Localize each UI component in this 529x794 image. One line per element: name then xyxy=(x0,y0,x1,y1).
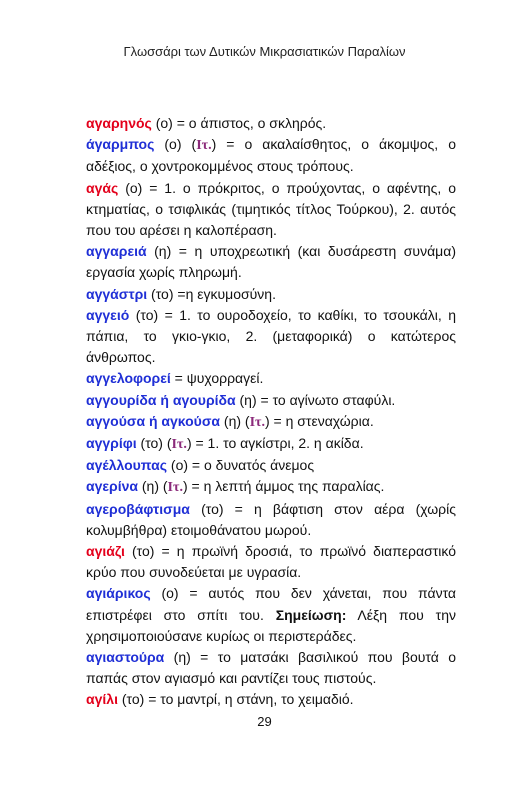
headword: αγγουρίδα ή αγουρίδα xyxy=(86,391,236,408)
definition-text: Λέξη που την χρησιμοποιούσανε κυρίως οι περιστεράδες. xyxy=(86,606,456,644)
headword: αγιαστούρα xyxy=(86,649,165,666)
origin-tag: Ιτ. xyxy=(249,414,265,430)
glossary-entry xyxy=(86,241,456,283)
glossary-entry xyxy=(86,583,456,647)
origin-tag: Ιτ. xyxy=(171,437,187,453)
glossary-entry xyxy=(86,476,456,498)
glossary-content xyxy=(86,113,456,711)
headword: αγγρίφι xyxy=(86,435,137,452)
definition-text: (ο) = 1. ο πρόκριτος, ο προύχοντας, ο αφέντης, ο κτηματίας, ο τσιφλικάς (τιμητικός τίτλος Τούρκου), 2. αυτός που του αρέσει η καλοπέραση. xyxy=(86,179,456,239)
headword: αγιάρικος xyxy=(86,585,151,602)
headword: αγγούσα ή αγκούσα xyxy=(86,412,221,429)
glossary-entry xyxy=(86,647,456,689)
headword: άγαρμπος xyxy=(86,136,155,153)
glossary-entry xyxy=(86,390,456,411)
definition-text: ) = 1. το αγκίστρι, 2. η ακίδα. xyxy=(186,435,364,452)
glossary-entry xyxy=(86,305,456,369)
page-number: 29 xyxy=(257,714,272,729)
running-header: Γλωσσάρι των Δυτικών Μικρασιατικών Παραλίων xyxy=(123,44,406,59)
origin-tag: Ιτ. xyxy=(167,480,183,496)
definition-text: ) = η λεπτή άμμος της παραλίας. xyxy=(182,478,385,495)
definition-text: (ο) = ο άπιστος, ο σκληρός. xyxy=(151,115,327,131)
glossary-entry xyxy=(86,541,456,583)
headword: αγίλι xyxy=(86,691,118,708)
headword: αγερίνα xyxy=(86,478,138,495)
glossary-entry xyxy=(86,455,456,476)
definition-text: (η) ( xyxy=(220,412,250,429)
glossary-entry xyxy=(86,113,456,134)
definition-text: (ο) = αυτός που δεν χάνεται, που πάντα επιστρέφει στο σπίτι του. xyxy=(86,585,456,623)
definition-text: (η) ( xyxy=(137,478,168,495)
headword: αγάς xyxy=(86,179,119,196)
headword: αγαρηνός xyxy=(86,115,152,131)
definition-text: (το) ( xyxy=(136,435,172,452)
definition-text: (η) = η υποχρεωτική (και δυσάρεστη συνάμα) εργασία χωρίς πληρωμή. xyxy=(86,243,456,281)
definition-text: (ο) = ο δυνατός άνεμος xyxy=(167,457,315,474)
glossary-entry xyxy=(86,178,456,242)
definition-text: (η) = το ματσάκι βασιλικού που βουτά ο παπάς στον αγιασμό και ραντίζει τους πιστούς. xyxy=(86,649,456,687)
headword: αγγαρειά xyxy=(86,243,147,260)
headword: αγιάζι xyxy=(86,543,125,560)
note-label: Σημείωση: xyxy=(275,606,347,623)
definition-text: ) = ο ακαλαίσθητος, ο άκομψος, ο αδέξιος, ο χοντροκομμένος στους τρόπους. xyxy=(86,136,456,175)
definition-text: ) = η στεναχώρια. xyxy=(264,412,374,429)
headword: αγέλλουπας xyxy=(86,457,168,474)
origin-tag: Ιτ. xyxy=(196,138,212,154)
headword: αγγειό xyxy=(86,306,130,323)
definition-text: (το) = η βάφτιση στον αέρα (χωρίς κολυμβήθρα) ετοιμοθάνατου μωρού. xyxy=(86,500,456,538)
glossary-entry xyxy=(86,368,456,389)
glossary-entry xyxy=(86,433,456,455)
glossary-entry xyxy=(86,134,456,177)
definition-text: (το) =η εγκυμοσύνη. xyxy=(147,285,276,302)
definition-text: (το) = η πρωϊνή δροσιά, το πρωϊνό διαπεραστικό κρύο που συνοδεύεται με υγρασία. xyxy=(86,543,456,581)
definition-text: (ο) ( xyxy=(154,136,197,153)
definition-text: (το) = το μαντρί, η στάνη, το χειμαδιό. xyxy=(117,691,354,708)
glossary-entry xyxy=(86,689,456,710)
definition-text: (το) = 1. το ουροδοχείο, το καθίκι, το τσουκάλι, η πάπια, το γκιο-γκιο, 2. (μεταφορικά) ο κατώτερος άνθρωπος. xyxy=(86,306,456,366)
glossary-entry xyxy=(86,284,456,305)
headword: αγγελοφορεί xyxy=(86,370,171,387)
definition-text: (η) = το αγίνωτο σταφύλι. xyxy=(235,391,396,408)
headword: αγεροβάφτισμα xyxy=(86,500,190,517)
glossary-entry xyxy=(86,499,456,541)
headword: αγγάστρι xyxy=(86,285,148,302)
glossary-entry xyxy=(86,411,456,433)
definition-text: = ψυχορραγεί. xyxy=(170,370,264,387)
